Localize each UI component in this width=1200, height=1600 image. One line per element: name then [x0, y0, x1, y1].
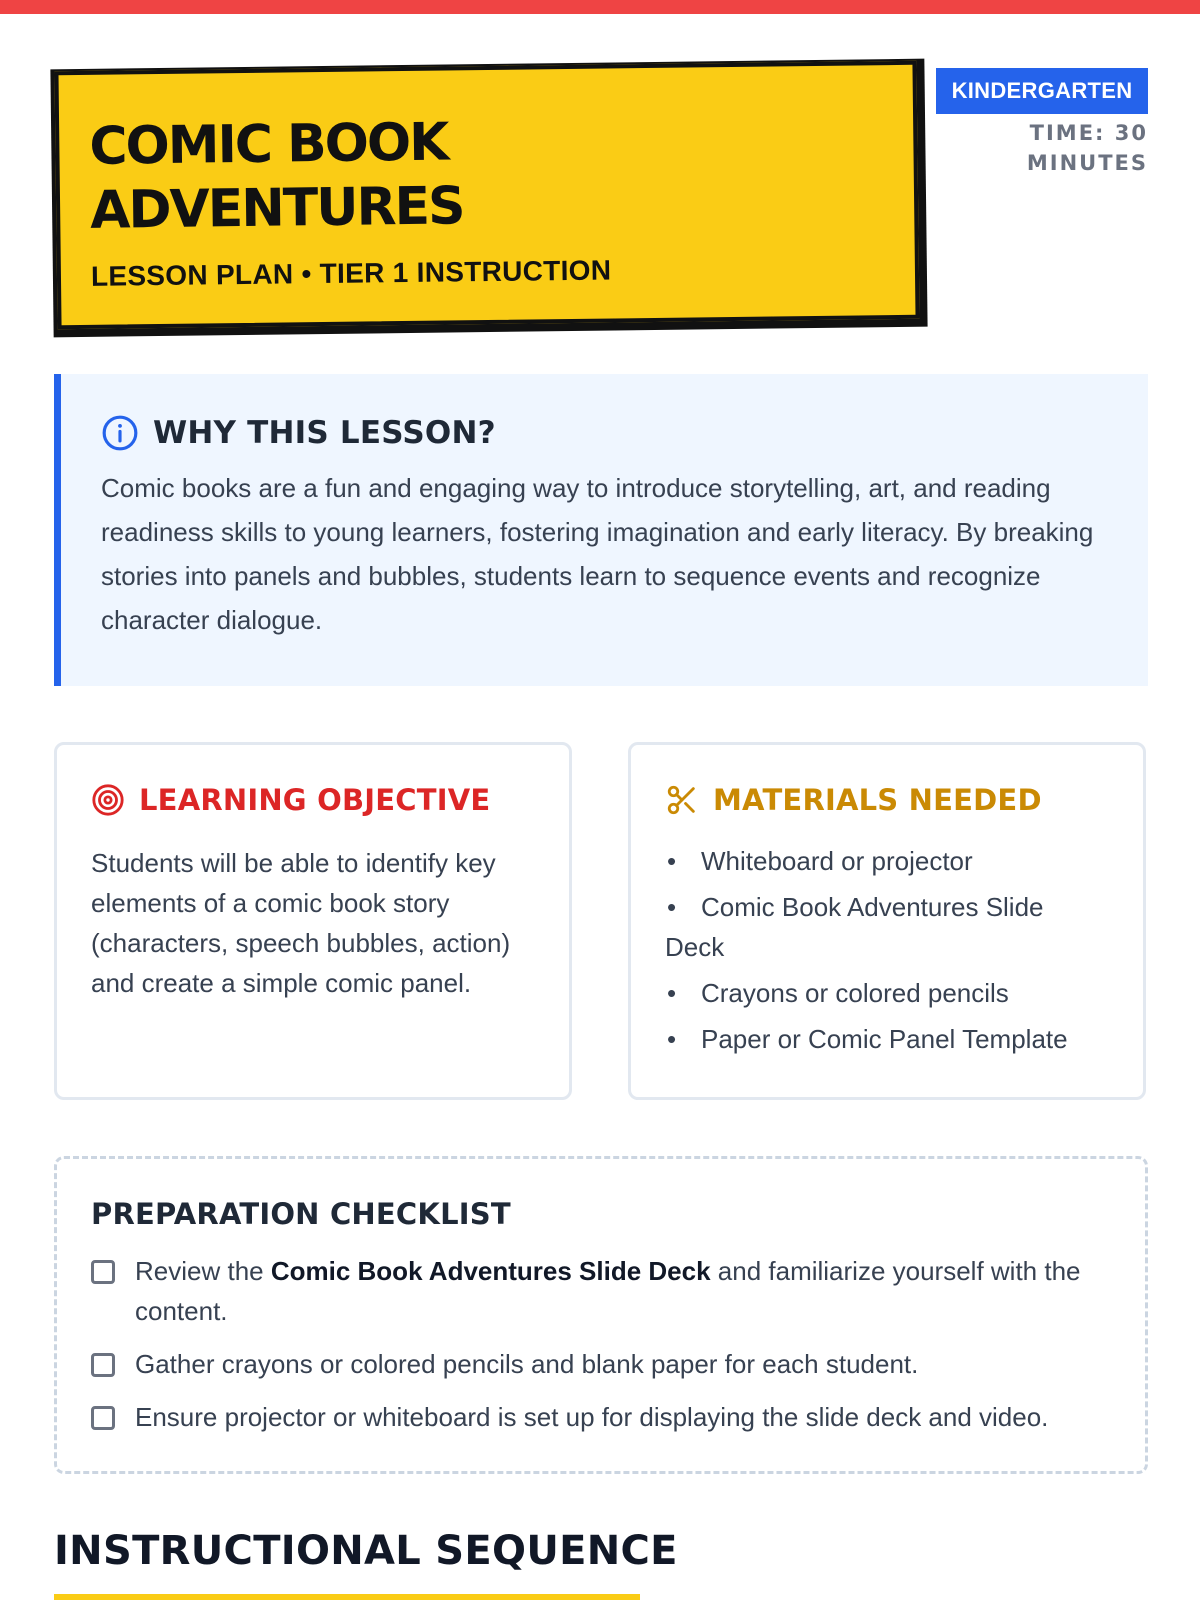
- material-label: Comic Book Adventures Slide Deck: [665, 892, 1044, 962]
- page-title: COMIC BOOK ADVENTURES: [89, 112, 464, 241]
- bullet-icon: •: [667, 978, 677, 1008]
- bullet-icon: •: [667, 892, 677, 922]
- objective-body: Students will be able to identify key elements of a comic book story (characters, speech bubbles, action) and create a simple comic panel.: [91, 848, 511, 998]
- objective-header: [91, 783, 535, 817]
- grade-badge: KINDERGARTEN: [936, 68, 1148, 114]
- materials-title: MATERIALS NEEDED: [713, 783, 1042, 817]
- title-banner: [54, 61, 919, 330]
- info-icon: [101, 414, 139, 452]
- list-item: [665, 841, 1109, 881]
- section-title: INSTRUCTIONAL SEQUENCE: [54, 1528, 678, 1574]
- material-label: Paper or Comic Panel Template: [701, 1024, 1068, 1054]
- checklist-item-text: Ensure projector or whiteboard is set up for displaying the slide deck and video.: [135, 1402, 1049, 1432]
- checklist-item: [91, 1397, 1111, 1437]
- checkbox[interactable]: [91, 1353, 115, 1377]
- why-title: WHY THIS LESSON?: [153, 415, 496, 451]
- preparation-checklist: [54, 1156, 1148, 1474]
- target-icon: [91, 783, 125, 817]
- why-body: Comic books are a fun and engaging way to introduce storytelling, art, and reading readiness skills to young learners, fostering imagination and early literacy. By breaking stories into panels and bubbles, students learn to sequence events and recognize character dialogue.: [101, 473, 1094, 635]
- bullet-icon: •: [667, 846, 677, 876]
- checkbox[interactable]: [91, 1260, 115, 1284]
- materials-card: [628, 742, 1146, 1100]
- learning-objective-card: [54, 742, 572, 1100]
- checklist-item: [91, 1251, 1111, 1331]
- page-subtitle: LESSON PLAN • TIER 1 INSTRUCTION: [90, 254, 612, 292]
- why-header: [101, 414, 1108, 452]
- checklist-items: [91, 1251, 1111, 1437]
- scissors-icon: [665, 783, 699, 817]
- checklist-item-text: Gather crayons or colored pencils and blank paper for each student.: [135, 1349, 919, 1379]
- materials-header: [665, 783, 1109, 817]
- material-label: Crayons or colored pencils: [701, 978, 1009, 1008]
- checklist-item-text: Review the Comic Book Adventures Slide Deck and familiarize yourself with the content.: [135, 1256, 1081, 1326]
- section-underline: [54, 1594, 640, 1600]
- top-accent-bar: [0, 0, 1200, 14]
- material-label: Whiteboard or projector: [701, 846, 973, 876]
- list-item: [665, 887, 1109, 967]
- bullet-icon: •: [667, 1024, 677, 1054]
- objective-title: LEARNING OBJECTIVE: [139, 783, 491, 817]
- list-item: [665, 1019, 1109, 1059]
- list-item: [665, 973, 1109, 1013]
- why-this-lesson-panel: [54, 374, 1148, 686]
- checkbox[interactable]: [91, 1406, 115, 1430]
- time-label: TIME: 30 MINUTES: [1026, 121, 1148, 175]
- checklist-title: PREPARATION CHECKLIST: [91, 1197, 511, 1231]
- slide-deck-emphasis: Comic Book Adventures Slide Deck: [270, 1256, 711, 1286]
- materials-list: [665, 841, 1109, 1059]
- checklist-item: [91, 1344, 1111, 1384]
